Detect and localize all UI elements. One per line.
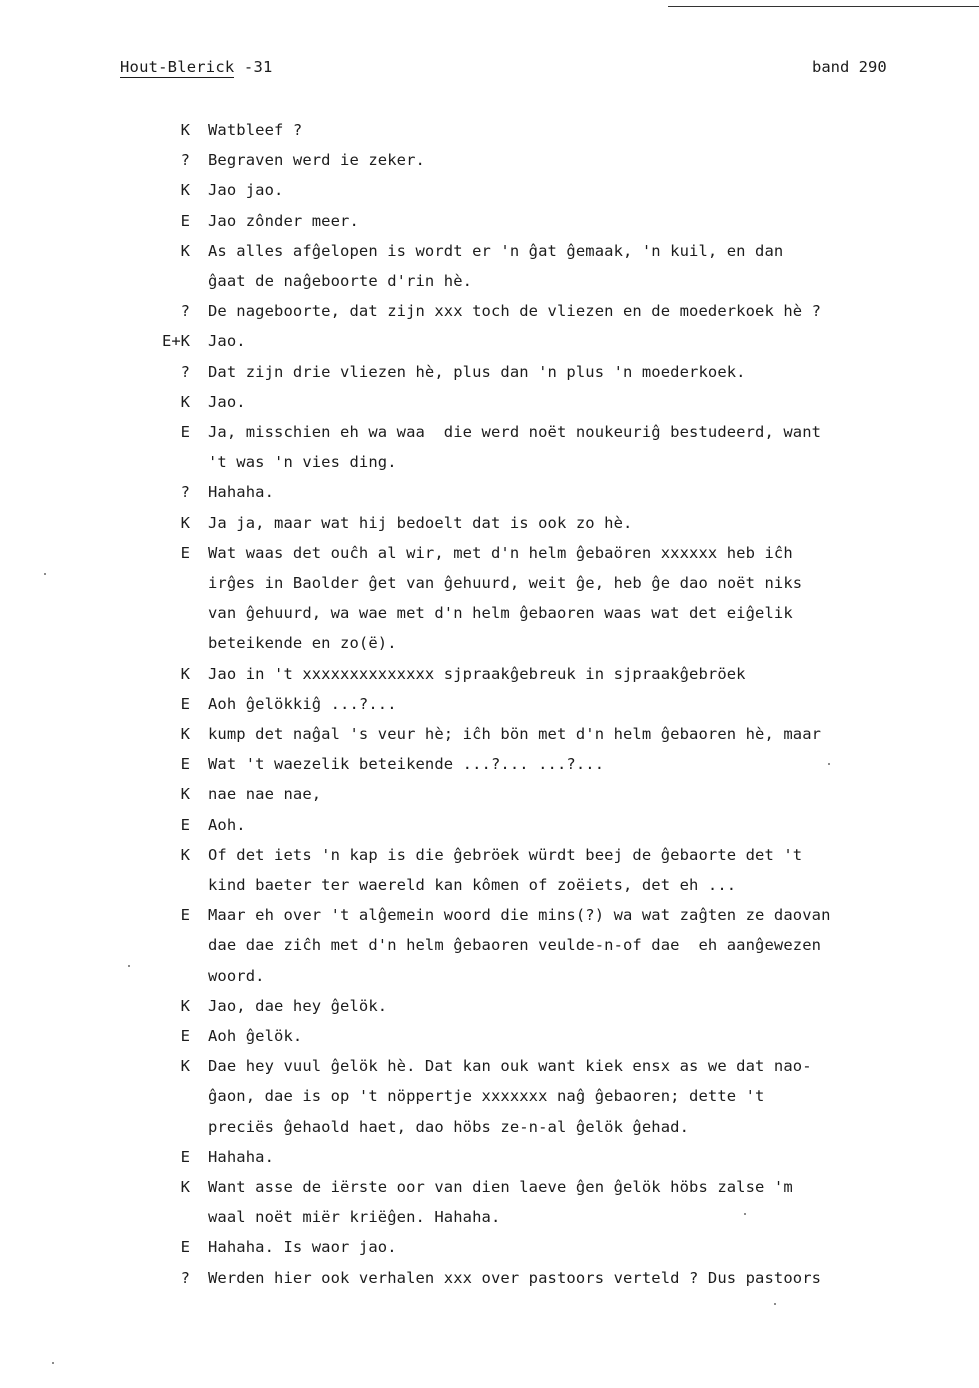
utterance-line: De nageboorte, dat zijn xxx toch de vliezen en de moederkoek hè ? — [208, 302, 822, 321]
utterance-line: Want asse de iërste oor van dien laeve ĝen ĝelök höbs zalse 'm — [208, 1178, 793, 1196]
speaker-label: ? — [180, 362, 190, 381]
scan-speck — [828, 763, 830, 765]
utterance-line: preciës ĝehaold haet, dao höbs ze-n-al ĝelök ĝehad. — [208, 1117, 690, 1136]
speaker-label: K — [180, 392, 190, 411]
top-rule — [668, 6, 979, 7]
speaker-label: ? — [180, 302, 190, 321]
speaker-label: E — [180, 694, 190, 713]
utterance-line: ĝaon, dae is op 't nöppertje xxxxxxx naĝ ĝebaoren; dette 't — [208, 1087, 765, 1106]
utterance-line: Ja, misschien eh wa waa die werd noët noukeuriĝ bestudeerd, want — [208, 423, 822, 441]
speaker-label: E — [180, 543, 190, 562]
utterance-line: Jao in 't xxxxxxxxxxxxxx sjpraakĝebreuk in sjpraakĝebröek — [208, 664, 746, 683]
utterance-line: waal noët miër kriëĝen. Hahaha. — [208, 1208, 501, 1227]
utterance-line: Begraven werd ie zeker. — [208, 151, 425, 170]
utterance-line: Maar eh over 't alĝemein woord die mins(?) wa wat zaĝten ze daovan — [208, 906, 831, 925]
speaker-label: ? — [180, 483, 190, 502]
utterance-line: irĝes in Baolder ĝet van ĝehuurd, weit ĝe, heb ĝe dao noët niks — [208, 573, 803, 592]
speaker-label: E — [180, 755, 190, 774]
utterance-line: Aoh ĝelök. — [208, 1027, 303, 1045]
speaker-label: E — [180, 1238, 190, 1257]
utterance-line: Hahaha. Is waor jao. — [208, 1238, 397, 1257]
utterance-line: nae nae nae, — [208, 785, 322, 804]
speaker-label: E — [180, 1027, 190, 1045]
speaker-label: K — [180, 664, 190, 683]
scan-speck — [744, 1213, 746, 1215]
speaker-label: K — [180, 121, 190, 139]
speaker-label: K — [180, 1057, 190, 1076]
utterance-line: Werden hier ook verhalen xxx over pastoors verteld ? Dus pastoors — [208, 1268, 822, 1287]
utterance-line: beteikende en zo(ë). — [208, 634, 397, 653]
scan-speck — [44, 573, 46, 575]
speaker-label: E — [180, 815, 190, 834]
utterance-line: Dae hey vuul ĝelök hè. Dat kan ouk want kiek ensx as we dat nao- — [208, 1057, 812, 1076]
utterance-line: ĝaat de naĝeboorte d'rin hè. — [208, 271, 473, 290]
utterance-line: Jao. — [208, 332, 246, 351]
header-location-name: Hout-Blerick — [120, 58, 235, 76]
utterance-line: Jao zônder meer. — [208, 211, 359, 230]
utterance-line: woord. — [208, 966, 265, 985]
utterance-line: Jao. — [208, 392, 246, 411]
utterance-line: Aoh. — [208, 815, 246, 834]
speaker-label: K — [180, 845, 190, 864]
header-page-number: -31 — [234, 58, 273, 76]
utterance-line: Watbleef ? — [208, 121, 303, 139]
utterance-line: Jao, dae hey ĝelök. — [208, 996, 388, 1015]
utterance-line: dae dae ziĉh met d'n helm ĝebaoren veulde-n-of dae eh aanĝewezen — [208, 936, 822, 955]
utterance-line: Of det iets 'n kap is die ĝebröek würdt beej de ĝebaorte det 't — [208, 845, 803, 864]
utterance-line: 't was 'n vies ding. — [208, 453, 397, 472]
speaker-label: ? — [180, 151, 190, 170]
speaker-label: E — [180, 906, 190, 925]
speaker-label: E — [180, 423, 190, 441]
speaker-label: K — [180, 996, 190, 1015]
header-location — [120, 58, 273, 76]
utterance-line: kind baeter ter waereld kan kômen of zoëiets, det eh ... — [208, 875, 737, 894]
utterance-line: Hahaha. — [208, 483, 275, 502]
scan-speck — [128, 965, 130, 967]
utterance-line: Jao jao. — [208, 181, 284, 200]
scan-speck — [52, 1362, 54, 1364]
speaker-label: E — [180, 1147, 190, 1166]
utterance-line: Aoh ĝelökkiĝ ...?... — [208, 694, 397, 713]
speaker-label: K — [180, 241, 190, 260]
utterance-line: Hahaha. — [208, 1147, 275, 1166]
speaker-label: ? — [180, 1268, 190, 1287]
utterance-line: Dat zijn drie vliezen hè, plus dan 'n plus 'n moederkoek. — [208, 362, 746, 381]
utterance-line: kump det naĝal 's veur hè; iĉh bön met d'n helm ĝebaoren hè, maar — [208, 725, 822, 743]
speaker-label: K — [180, 513, 190, 532]
scan-speck — [774, 1303, 776, 1305]
utterance-line: Wat waas det ouĉh al wir, met d'n helm ĝebaören xxxxxx heb iĉh — [208, 543, 793, 562]
header-tape-number: band 290 — [812, 58, 887, 76]
speaker-label: K — [180, 1178, 190, 1196]
speaker-label: K — [180, 725, 190, 743]
utterance-line: As alles afĝelopen is wordt er 'n ĝat ĝemaak, 'n kuil, en dan — [208, 241, 784, 260]
utterance-line: van ĝehuurd, wa wae met d'n helm ĝebaoren waas wat det eiĝelik — [208, 604, 793, 623]
speaker-label: K — [180, 181, 190, 200]
speaker-label: E+K — [162, 332, 190, 351]
utterance-line: Ja ja, maar wat hij bedoelt dat is ook zo hè. — [208, 513, 633, 532]
speaker-label: K — [180, 785, 190, 804]
utterance-line: Wat 't waezelik beteikende ...?... ...?... — [208, 755, 605, 774]
speaker-label: E — [180, 211, 190, 230]
